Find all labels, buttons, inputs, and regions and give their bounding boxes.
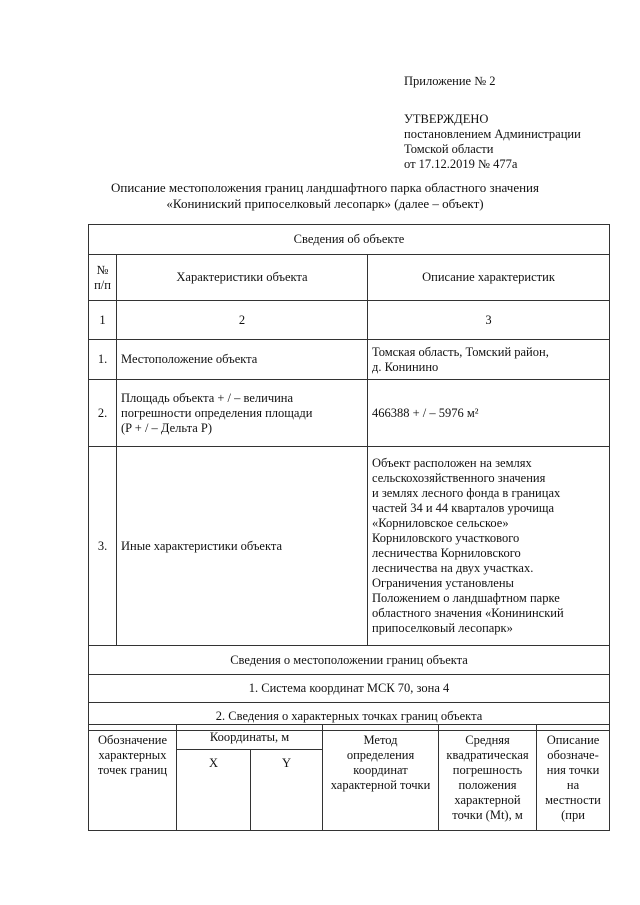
coordinate-system: 1. Система координат МСК 70, зона 4 [89, 675, 610, 703]
boundary-points-table [88, 724, 610, 831]
title-line-2: «Кониниский припоселковый лесопарк» (далее – объект) [166, 196, 484, 211]
boundary-info-caption: Сведения о местоположении границ объекта [89, 646, 610, 675]
table-row [89, 380, 610, 447]
row-characteristic: Иные характеристики объекта [117, 447, 368, 646]
col-y: Y [251, 750, 323, 831]
col-header-description: Описание характеристик [368, 255, 610, 301]
points-caption: 2. Сведения о характерных точках границ объекта [89, 703, 610, 731]
document-title [80, 180, 570, 212]
col-header-num: № п/п [89, 255, 117, 301]
table-row [89, 340, 610, 380]
object-info-caption: Сведения об объекте [89, 225, 610, 255]
row-description: Томская область, Томский район, д. Конинино [368, 340, 610, 380]
col-mean-square-error: Средняя квадратическая погрешность положения характерной точки (Mt), м [439, 725, 537, 831]
row-num: 1. [89, 340, 117, 380]
col-index-2: 2 [117, 301, 368, 340]
decree-line-3: от 17.12.2019 № 477а [404, 157, 518, 171]
col-index-1: 1 [89, 301, 117, 340]
table-row [89, 447, 610, 646]
decree-line-1: постановлением Администрации [404, 127, 581, 141]
approved-label: УТВЕРЖДЕНО [404, 112, 489, 126]
col-x: X [177, 750, 251, 831]
row-num: 2. [89, 380, 117, 447]
row-num: 3. [89, 447, 117, 646]
appendix-label: Приложение № 2 [404, 74, 496, 88]
row-description: Объект расположен на землях сельскохозяйственного значения и землях лесного фонда в границах частей 34 и 44 кварталов урочища «Корниловское сельское» Корниловского участкового лесничества Корниловского лесничества на двух участках. Ограничения установлены Положением о ландшафтном парке областного значения «Конининский припоселковый лесопарк» [368, 447, 610, 646]
row-characteristic: Местоположение объекта [117, 340, 368, 380]
approval-header [404, 74, 581, 172]
col-point-designation: Обозначение характерных точек границ [89, 725, 177, 831]
object-info-table [88, 224, 610, 731]
col-header-characteristic: Характеристики объекта [117, 255, 368, 301]
row-characteristic: Площадь объекта + / – величина погрешности определения площади (P + / – Дельта P) [117, 380, 368, 447]
col-point-description: Описание обозначе- ния точки на местности (при [537, 725, 610, 831]
row-description: 466388 + / – 5976 м² [368, 380, 610, 447]
title-line-1: Описание местоположения границ ландшафтного парка областного значения [111, 180, 539, 195]
col-coordinates: Координаты, м [177, 725, 323, 750]
decree-line-2: Томской области [404, 142, 494, 156]
col-method: Метод определения координат характерной точки [323, 725, 439, 831]
col-index-3: 3 [368, 301, 610, 340]
